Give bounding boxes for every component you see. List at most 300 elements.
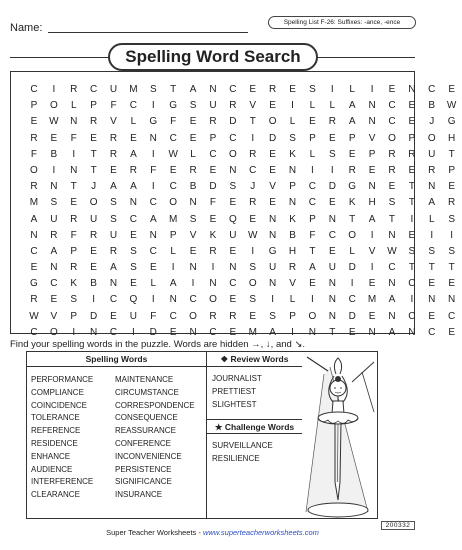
- grid-letter[interactable]: F: [70, 229, 77, 241]
- grid-letter[interactable]: T: [428, 262, 435, 274]
- grid-letter[interactable]: R: [408, 148, 416, 160]
- grid-letter[interactable]: Q: [228, 213, 237, 225]
- grid-letter[interactable]: R: [30, 294, 38, 306]
- grid-letter[interactable]: E: [309, 116, 316, 128]
- grid-letter[interactable]: R: [109, 245, 118, 257]
- grid-letter[interactable]: E: [90, 262, 97, 274]
- grid-letter[interactable]: B: [289, 229, 296, 241]
- grid-letter[interactable]: W: [49, 116, 59, 128]
- grid-letter[interactable]: A: [149, 213, 157, 225]
- grid-letter[interactable]: L: [130, 116, 137, 128]
- grid-letter[interactable]: E: [269, 100, 276, 112]
- grid-letter[interactable]: C: [348, 294, 356, 306]
- grid-letter[interactable]: L: [428, 213, 435, 225]
- grid-letter[interactable]: A: [130, 181, 137, 193]
- grid-letter[interactable]: D: [90, 310, 98, 322]
- grid-letter[interactable]: E: [169, 164, 177, 176]
- grid-letter[interactable]: E: [130, 132, 137, 144]
- grid-letter[interactable]: E: [448, 278, 455, 290]
- grid-letter[interactable]: D: [229, 116, 237, 128]
- grid-letter[interactable]: P: [289, 181, 296, 193]
- grid-letter[interactable]: O: [169, 197, 178, 209]
- grid-letter[interactable]: R: [448, 197, 456, 209]
- footer-url[interactable]: www.superteacherworksheets.com: [202, 528, 319, 537]
- grid-letter[interactable]: C: [149, 245, 157, 257]
- grid-letter[interactable]: C: [109, 294, 118, 306]
- grid-letter[interactable]: C: [129, 213, 138, 225]
- grid-letter[interactable]: N: [149, 229, 157, 241]
- grid-letter[interactable]: S: [448, 213, 455, 225]
- grid-letter[interactable]: U: [90, 213, 98, 225]
- grid-letter[interactable]: S: [50, 197, 58, 209]
- grid-letter[interactable]: O: [49, 100, 58, 112]
- grid-letter[interactable]: H: [368, 197, 376, 209]
- grid-letter[interactable]: V: [289, 278, 296, 290]
- grid-letter[interactable]: N: [368, 326, 376, 338]
- grid-letter[interactable]: C: [229, 278, 237, 290]
- grid-letter[interactable]: M: [129, 84, 138, 95]
- grid-letter[interactable]: R: [388, 148, 396, 160]
- grid-letter[interactable]: M: [248, 326, 257, 338]
- grid-letter[interactable]: E: [90, 245, 97, 257]
- grid-letter[interactable]: N: [428, 181, 436, 193]
- grid-letter[interactable]: N: [50, 181, 58, 193]
- grid-letter[interactable]: I: [191, 278, 195, 290]
- grid-letter[interactable]: W: [248, 229, 258, 241]
- grid-letter[interactable]: N: [169, 294, 177, 306]
- grid-letter[interactable]: O: [228, 148, 237, 160]
- grid-letter[interactable]: R: [109, 132, 118, 144]
- grid-letter[interactable]: E: [70, 197, 78, 209]
- grid-letter[interactable]: W: [387, 245, 397, 257]
- grid-letter[interactable]: R: [70, 262, 78, 274]
- grid-letter[interactable]: N: [189, 326, 197, 338]
- grid-letter[interactable]: D: [328, 181, 336, 193]
- grid-letter[interactable]: G: [30, 278, 38, 290]
- grid-letter[interactable]: E: [30, 262, 38, 274]
- grid-letter[interactable]: A: [388, 294, 396, 306]
- name-line[interactable]: [48, 32, 248, 33]
- grid-letter[interactable]: N: [70, 164, 78, 176]
- grid-letter[interactable]: O: [209, 294, 217, 306]
- grid-letter[interactable]: R: [388, 164, 396, 176]
- grid-letter[interactable]: S: [328, 148, 336, 160]
- grid-letter[interactable]: N: [368, 100, 376, 112]
- grid-letter[interactable]: F: [110, 100, 117, 112]
- grid-letter[interactable]: C: [169, 181, 177, 193]
- grid-letter[interactable]: I: [291, 326, 294, 338]
- grid-letter[interactable]: V: [50, 310, 58, 322]
- grid-letter[interactable]: L: [190, 148, 196, 160]
- grid-letter[interactable]: T: [329, 326, 336, 338]
- grid-letter[interactable]: T: [408, 181, 415, 193]
- grid-letter[interactable]: E: [368, 164, 376, 176]
- grid-letter[interactable]: F: [170, 116, 177, 128]
- grid-letter[interactable]: L: [309, 148, 316, 160]
- grid-letter[interactable]: V: [189, 229, 197, 241]
- grid-letter[interactable]: O: [89, 197, 98, 209]
- grid-letter[interactable]: G: [447, 116, 456, 128]
- grid-letter[interactable]: E: [289, 84, 296, 95]
- grid-letter[interactable]: I: [410, 213, 414, 225]
- grid-letter[interactable]: M: [169, 213, 178, 225]
- grid-letter[interactable]: O: [189, 310, 197, 322]
- grid-letter[interactable]: F: [209, 197, 217, 209]
- grid-letter[interactable]: B: [90, 278, 97, 290]
- grid-letter[interactable]: C: [50, 278, 58, 290]
- grid-letter[interactable]: A: [269, 326, 276, 338]
- grid-letter[interactable]: K: [289, 213, 296, 225]
- grid-letter[interactable]: N: [189, 197, 197, 209]
- grid-letter[interactable]: C: [30, 84, 38, 95]
- grid-letter[interactable]: A: [309, 262, 316, 274]
- grid-letter[interactable]: D: [348, 310, 356, 322]
- grid-letter[interactable]: C: [129, 100, 138, 112]
- grid-letter[interactable]: A: [189, 84, 197, 95]
- grid-letter[interactable]: T: [170, 84, 177, 95]
- grid-letter[interactable]: S: [408, 245, 416, 257]
- grid-letter[interactable]: P: [169, 229, 177, 241]
- grid-letter[interactable]: V: [368, 132, 376, 144]
- grid-letter[interactable]: N: [328, 294, 336, 306]
- grid-letter[interactable]: T: [448, 262, 455, 274]
- grid-letter[interactable]: I: [370, 262, 374, 274]
- grid-letter[interactable]: E: [269, 164, 276, 176]
- grid-letter[interactable]: C: [209, 148, 217, 160]
- grid-letter[interactable]: N: [308, 326, 317, 338]
- grid-letter[interactable]: T: [309, 245, 316, 257]
- grid-letter[interactable]: T: [408, 262, 415, 274]
- grid-letter[interactable]: G: [169, 100, 178, 112]
- grid-letter[interactable]: E: [328, 197, 336, 209]
- grid-letter[interactable]: R: [209, 116, 217, 128]
- grid-letter[interactable]: E: [448, 181, 455, 193]
- grid-letter[interactable]: V: [269, 181, 276, 193]
- grid-letter[interactable]: I: [330, 84, 334, 95]
- grid-letter[interactable]: T: [249, 116, 256, 128]
- grid-letter[interactable]: C: [308, 197, 317, 209]
- grid-letter[interactable]: N: [129, 197, 138, 209]
- grid-letter[interactable]: Q: [129, 294, 138, 306]
- grid-letter[interactable]: R: [229, 310, 237, 322]
- grid-letter[interactable]: P: [30, 100, 38, 112]
- grid-letter[interactable]: R: [129, 164, 138, 176]
- grid-letter[interactable]: F: [309, 229, 316, 241]
- grid-letter[interactable]: E: [130, 278, 137, 290]
- grid-letter[interactable]: N: [209, 84, 217, 95]
- grid-letter[interactable]: T: [90, 164, 97, 176]
- grid-letter[interactable]: U: [109, 229, 118, 241]
- grid-letter[interactable]: P: [368, 148, 376, 160]
- grid-letter[interactable]: N: [30, 229, 38, 241]
- grid-letter[interactable]: D: [209, 181, 217, 193]
- grid-letter[interactable]: I: [52, 164, 56, 176]
- grid-letter[interactable]: N: [388, 310, 396, 322]
- grid-letter[interactable]: N: [388, 229, 396, 241]
- grid-letter[interactable]: C: [169, 132, 177, 144]
- grid-letter[interactable]: I: [171, 262, 175, 274]
- grid-letter[interactable]: E: [309, 278, 316, 290]
- grid-letter[interactable]: P: [348, 132, 356, 144]
- grid-letter[interactable]: S: [388, 197, 396, 209]
- grid-letter[interactable]: N: [70, 116, 78, 128]
- grid-letter[interactable]: N: [269, 278, 277, 290]
- grid-letter[interactable]: D: [149, 326, 157, 338]
- grid-letter[interactable]: I: [251, 245, 255, 257]
- grid-letter[interactable]: O: [308, 310, 317, 322]
- grid-letter[interactable]: P: [90, 100, 97, 112]
- grid-letter[interactable]: P: [448, 164, 455, 176]
- grid-letter[interactable]: C: [229, 132, 237, 144]
- grid-letter[interactable]: E: [428, 310, 436, 322]
- grid-letter[interactable]: I: [311, 294, 314, 306]
- grid-letter[interactable]: A: [348, 116, 356, 128]
- grid-letter[interactable]: U: [109, 84, 118, 95]
- grid-letter[interactable]: G: [149, 116, 158, 128]
- grid-letter[interactable]: S: [289, 132, 296, 144]
- grid-letter[interactable]: O: [248, 278, 257, 290]
- grid-letter[interactable]: C: [249, 164, 257, 176]
- grid-letter[interactable]: E: [368, 310, 376, 322]
- grid-letter[interactable]: O: [388, 132, 396, 144]
- grid-letter[interactable]: R: [209, 310, 217, 322]
- grid-letter[interactable]: C: [428, 84, 436, 95]
- grid-letter[interactable]: P: [289, 310, 296, 322]
- grid-letter[interactable]: D: [269, 132, 277, 144]
- grid-letter[interactable]: O: [268, 116, 277, 128]
- grid-letter[interactable]: T: [388, 213, 396, 225]
- grid-letter[interactable]: N: [229, 164, 237, 176]
- grid-letter[interactable]: N: [269, 229, 277, 241]
- grid-letter[interactable]: C: [169, 310, 177, 322]
- grid-letter[interactable]: C: [30, 245, 38, 257]
- grid-letter[interactable]: E: [328, 132, 336, 144]
- grid-letter[interactable]: I: [430, 229, 434, 241]
- grid-letter[interactable]: H: [448, 132, 456, 144]
- grid-letter[interactable]: I: [291, 100, 294, 112]
- grid-letter[interactable]: N: [288, 164, 297, 176]
- grid-letter[interactable]: E: [130, 229, 137, 241]
- grid-letter[interactable]: K: [70, 278, 78, 290]
- grid-letter[interactable]: E: [149, 262, 157, 274]
- grid-letter[interactable]: R: [249, 197, 257, 209]
- grid-letter[interactable]: I: [151, 294, 155, 306]
- grid-letter[interactable]: L: [289, 294, 296, 306]
- grid-letter[interactable]: P: [309, 132, 316, 144]
- grid-letter[interactable]: W: [168, 148, 178, 160]
- grid-letter[interactable]: N: [209, 278, 217, 290]
- grid-letter[interactable]: S: [110, 197, 117, 209]
- grid-letter[interactable]: J: [429, 116, 435, 128]
- grid-letter[interactable]: E: [50, 294, 58, 306]
- grid-letter[interactable]: E: [428, 278, 436, 290]
- grid-letter[interactable]: C: [448, 310, 456, 322]
- grid-letter[interactable]: I: [330, 164, 334, 176]
- grid-letter[interactable]: U: [209, 100, 217, 112]
- grid-letter[interactable]: V: [110, 116, 117, 128]
- grid-letter[interactable]: R: [249, 148, 257, 160]
- grid-letter[interactable]: S: [448, 245, 455, 257]
- grid-letter[interactable]: A: [30, 213, 38, 225]
- grid-letter[interactable]: E: [249, 84, 257, 95]
- grid-letter[interactable]: U: [328, 262, 336, 274]
- grid-letter[interactable]: U: [129, 310, 138, 322]
- grid-letter[interactable]: O: [427, 132, 436, 144]
- grid-letter[interactable]: R: [30, 181, 38, 193]
- grid-letter[interactable]: E: [408, 116, 416, 128]
- grid-letter[interactable]: E: [209, 213, 217, 225]
- grid-letter[interactable]: S: [189, 100, 197, 112]
- grid-letter[interactable]: E: [388, 84, 396, 95]
- grid-letter[interactable]: E: [448, 326, 455, 338]
- grid-letter[interactable]: N: [90, 326, 98, 338]
- grid-letter[interactable]: U: [428, 148, 436, 160]
- grid-letter[interactable]: N: [109, 278, 118, 290]
- grid-letter[interactable]: P: [309, 213, 316, 225]
- grid-letter[interactable]: I: [251, 132, 255, 144]
- grid-letter[interactable]: T: [349, 213, 356, 225]
- grid-letter[interactable]: E: [229, 197, 237, 209]
- grid-letter[interactable]: E: [90, 132, 97, 144]
- grid-letter[interactable]: E: [348, 148, 356, 160]
- grid-letter[interactable]: G: [268, 245, 277, 257]
- grid-letter[interactable]: N: [189, 262, 197, 274]
- grid-letter[interactable]: R: [90, 116, 98, 128]
- grid-letter[interactable]: S: [229, 181, 237, 193]
- grid-letter[interactable]: I: [151, 100, 155, 112]
- grid-letter[interactable]: L: [349, 84, 355, 95]
- grid-letter[interactable]: S: [149, 84, 157, 95]
- grid-letter[interactable]: L: [150, 278, 157, 290]
- grid-letter[interactable]: B: [428, 100, 436, 112]
- grid-letter[interactable]: C: [229, 84, 237, 95]
- grid-letter[interactable]: E: [229, 294, 237, 306]
- grid-letter[interactable]: R: [288, 262, 297, 274]
- grid-letter[interactable]: E: [328, 245, 336, 257]
- grid-letter[interactable]: N: [368, 181, 376, 193]
- grid-letter[interactable]: F: [150, 310, 157, 322]
- grid-letter[interactable]: N: [149, 132, 157, 144]
- grid-letter[interactable]: I: [151, 181, 155, 193]
- grid-letter[interactable]: E: [50, 132, 58, 144]
- grid-letter[interactable]: E: [169, 326, 177, 338]
- grid-letter[interactable]: R: [189, 164, 197, 176]
- grid-letter[interactable]: N: [408, 326, 416, 338]
- grid-letter[interactable]: E: [189, 245, 197, 257]
- grid-letter[interactable]: N: [328, 213, 336, 225]
- grid-letter[interactable]: O: [49, 326, 58, 338]
- grid-letter[interactable]: R: [428, 164, 436, 176]
- grid-letter[interactable]: N: [408, 84, 416, 95]
- grid-letter[interactable]: F: [30, 148, 37, 160]
- grid-letter[interactable]: R: [70, 84, 78, 95]
- grid-letter[interactable]: E: [269, 197, 276, 209]
- grid-letter[interactable]: N: [448, 294, 456, 306]
- grid-letter[interactable]: A: [50, 245, 58, 257]
- grid-letter[interactable]: C: [388, 262, 396, 274]
- grid-letter[interactable]: N: [328, 310, 336, 322]
- grid-letter[interactable]: L: [170, 245, 176, 257]
- grid-letter[interactable]: C: [408, 310, 416, 322]
- grid-letter[interactable]: I: [52, 84, 56, 95]
- grid-letter[interactable]: S: [130, 245, 137, 257]
- grid-letter[interactable]: A: [388, 326, 396, 338]
- grid-letter[interactable]: G: [348, 181, 357, 193]
- grid-letter[interactable]: R: [50, 229, 58, 241]
- grid-letter[interactable]: J: [250, 181, 256, 193]
- grid-letter[interactable]: S: [269, 310, 276, 322]
- grid-letter[interactable]: T: [408, 197, 415, 209]
- grid-letter[interactable]: K: [209, 229, 217, 241]
- grid-letter[interactable]: P: [408, 132, 416, 144]
- grid-letter[interactable]: N: [328, 278, 336, 290]
- grid-letter[interactable]: R: [209, 245, 217, 257]
- grid-letter[interactable]: R: [90, 229, 98, 241]
- grid-letter[interactable]: E: [448, 84, 455, 95]
- grid-letter[interactable]: V: [249, 100, 257, 112]
- grid-letter[interactable]: R: [328, 116, 336, 128]
- grid-letter[interactable]: C: [408, 278, 416, 290]
- grid-letter[interactable]: C: [149, 197, 157, 209]
- grid-letter[interactable]: S: [249, 294, 257, 306]
- grid-letter[interactable]: I: [311, 164, 314, 176]
- grid-letter[interactable]: S: [428, 245, 436, 257]
- grid-letter[interactable]: S: [309, 84, 316, 95]
- grid-letter[interactable]: A: [110, 262, 117, 274]
- grid-letter[interactable]: E: [348, 326, 356, 338]
- grid-letter[interactable]: F: [150, 164, 157, 176]
- grid-letter[interactable]: E: [408, 164, 416, 176]
- grid-letter[interactable]: I: [350, 278, 354, 290]
- grid-letter[interactable]: L: [70, 100, 77, 112]
- grid-letter[interactable]: M: [367, 294, 377, 306]
- grid-letter[interactable]: C: [388, 100, 396, 112]
- grid-letter[interactable]: K: [348, 197, 356, 209]
- grid-letter[interactable]: E: [189, 116, 197, 128]
- grid-letter[interactable]: C: [209, 326, 217, 338]
- grid-letter[interactable]: K: [289, 148, 296, 160]
- grid-letter[interactable]: P: [209, 132, 217, 144]
- grid-letter[interactable]: I: [151, 148, 155, 160]
- grid-letter[interactable]: J: [91, 181, 97, 193]
- grid-letter[interactable]: A: [368, 213, 376, 225]
- grid-letter[interactable]: I: [450, 229, 454, 241]
- grid-letter[interactable]: A: [169, 278, 177, 290]
- grid-letter[interactable]: E: [209, 164, 217, 176]
- grid-letter[interactable]: I: [211, 262, 215, 274]
- grid-letter[interactable]: I: [72, 148, 76, 160]
- grid-letter[interactable]: L: [329, 100, 336, 112]
- grid-letter[interactable]: I: [410, 294, 414, 306]
- grid-letter[interactable]: V: [368, 245, 376, 257]
- grid-letter[interactable]: R: [348, 164, 356, 176]
- grid-letter[interactable]: T: [70, 181, 77, 193]
- grid-letter[interactable]: A: [130, 148, 137, 160]
- grid-letter[interactable]: E: [110, 164, 117, 176]
- grid-letter[interactable]: F: [70, 132, 77, 144]
- grid-letter[interactable]: E: [30, 116, 38, 128]
- grid-letter[interactable]: E: [110, 310, 117, 322]
- grid-letter[interactable]: B: [189, 181, 197, 193]
- grid-letter[interactable]: E: [229, 326, 237, 338]
- grid-letter[interactable]: I: [370, 84, 374, 95]
- grid-letter[interactable]: N: [368, 116, 376, 128]
- grid-letter[interactable]: R: [30, 132, 38, 144]
- grid-letter[interactable]: A: [428, 197, 436, 209]
- grid-letter[interactable]: E: [368, 278, 376, 290]
- grid-letter[interactable]: C: [90, 84, 98, 95]
- grid-letter[interactable]: S: [130, 262, 137, 274]
